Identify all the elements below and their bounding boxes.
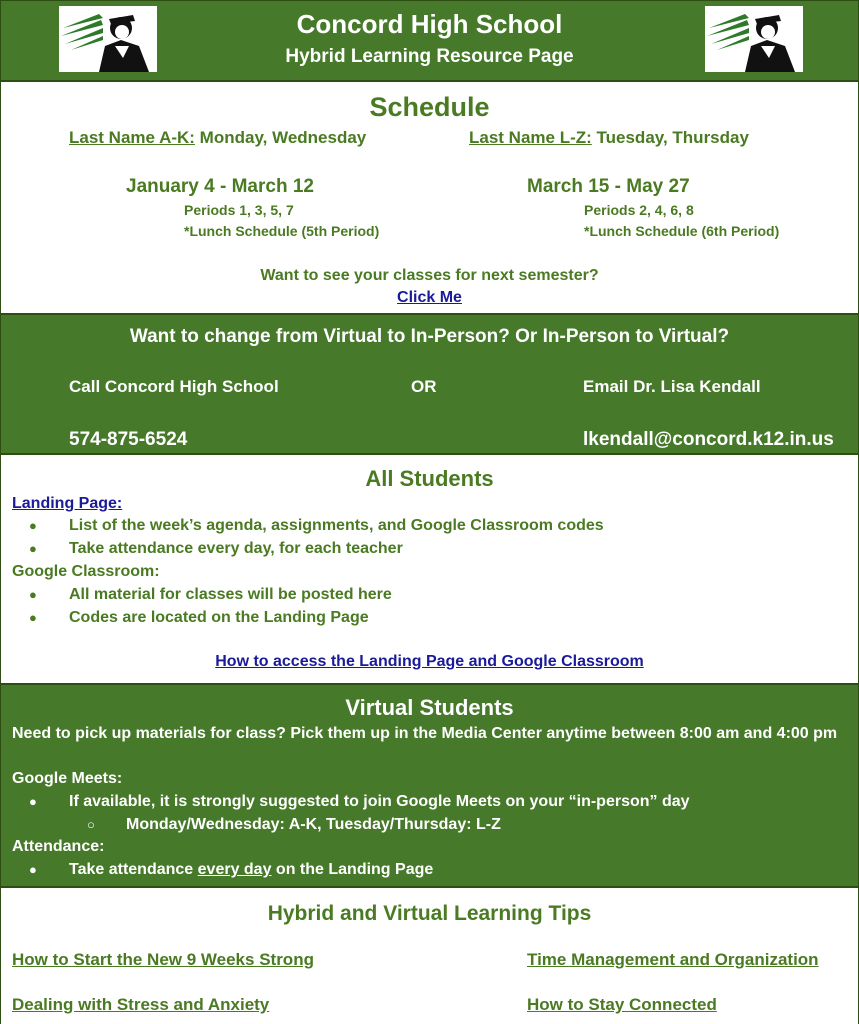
click-me-link[interactable]: Click Me: [397, 289, 462, 306]
meets-item-text: If available, it is strongly suggested to join Google Meets on your “in-person” day: [69, 793, 690, 810]
attendance-item-text: [69, 861, 433, 879]
term2-periods: Periods 2, 4, 6, 8: [584, 202, 694, 218]
access-link-wrap: [1, 653, 858, 671]
attendance-every-day: every day: [197, 861, 272, 878]
tips-heading: Hybrid and Virtual Learning Tips: [267, 902, 592, 925]
term1-periods: Periods 1, 3, 5, 7: [184, 202, 294, 218]
term1-lunch: *Lunch Schedule (5th Period): [184, 223, 380, 239]
google-classroom-label: Google Classroom:: [12, 563, 160, 580]
term1-dates: January 4 - March 12: [126, 176, 314, 197]
attendance-post: on the Landing Page: [271, 861, 434, 878]
virtual-heading: Virtual Students: [345, 695, 514, 720]
bullet-dot-icon: ●: [29, 518, 37, 533]
page-subtitle: Hybrid Learning Resource Page: [285, 46, 574, 67]
school-logo-right: [705, 6, 803, 72]
bullet-circle-icon: ○: [87, 817, 95, 832]
attendance-pre: Take attendance: [69, 861, 198, 878]
tip-link-start-strong[interactable]: How to Start the New 9 Weeks Strong: [12, 950, 314, 969]
bullet-dot-icon: ●: [29, 541, 37, 556]
or-text: OR: [411, 377, 437, 396]
attendance-label: Attendance:: [12, 838, 105, 855]
change-mode-section: [0, 314, 859, 454]
meets-subitem: [87, 816, 95, 834]
google-meets-label: Google Meets:: [12, 770, 123, 787]
group-lz-days: Tuesday, Thursday: [591, 128, 749, 147]
attendance-item: [29, 861, 37, 879]
schedule-heading: Schedule: [369, 92, 490, 122]
change-heading: Want to change from Virtual to In-Person? Or In-Person to Virtual?: [129, 326, 730, 347]
tip-link-time-management[interactable]: Time Management and Organization: [527, 950, 819, 969]
tips-section: [0, 887, 859, 1024]
all-students-section: [0, 454, 859, 684]
meets-subitem-text: Monday/Wednesday: A-K, Tuesday/Thursday: L-Z: [126, 816, 501, 833]
phone-number: 574-875-6524: [69, 429, 188, 450]
click-me-wrap: [1, 289, 858, 307]
email-label-text: Email Dr. Lisa Kendall: [583, 377, 761, 396]
meets-item: [29, 793, 37, 811]
email-address: lkendall@concord.k12.in.us: [583, 429, 834, 450]
landing-item-1: [29, 517, 37, 535]
group-lz: [469, 128, 749, 148]
bullet-dot-icon: ●: [29, 610, 37, 625]
group-ak: [69, 128, 366, 148]
classroom-item-2: [29, 609, 37, 627]
next-semester-text: Want to see your classes for next semester?: [260, 267, 599, 284]
classroom-item-2-text: Codes are located on the Landing Page: [69, 609, 369, 626]
classroom-item-1-text: All material for classes will be posted here: [69, 586, 392, 603]
landing-item-1-text: List of the week’s agenda, assignments, and Google Classroom codes: [69, 517, 604, 534]
group-ak-days: Monday, Wednesday: [194, 128, 367, 147]
pickup-text: Need to pick up materials for class? Pick them up in the Media Center anytime between 8:00 am and 4:00 pm: [12, 725, 838, 742]
bullet-dot-icon: ●: [29, 587, 37, 602]
call-school-text: Call Concord High School: [69, 377, 279, 396]
classroom-item-1: [29, 586, 37, 604]
landing-page-link[interactable]: Landing Page:: [12, 495, 123, 512]
landing-item-2: [29, 540, 37, 558]
virtual-students-section: [0, 684, 859, 887]
schedule-section: [0, 81, 859, 314]
access-landing-classroom-link[interactable]: How to access the Landing Page and Google Classroom: [215, 653, 644, 670]
term2-dates: March 15 - May 27: [527, 176, 690, 197]
bullet-dot-icon: ●: [29, 862, 37, 877]
school-title: Concord High School: [296, 9, 563, 39]
tip-link-stress-anxiety[interactable]: Dealing with Stress and Anxiety: [12, 995, 270, 1014]
landing-page-label-wrap: [12, 495, 122, 513]
term2-lunch: *Lunch Schedule (6th Period): [584, 223, 780, 239]
header-banner: [0, 0, 859, 81]
all-students-heading: All Students: [365, 466, 494, 491]
bullet-dot-icon: ●: [29, 794, 37, 809]
tip-link-stay-connected[interactable]: How to Stay Connected: [527, 995, 717, 1014]
group-lz-label: Last Name L-Z:: [469, 128, 592, 147]
group-ak-label: Last Name A-K:: [69, 128, 195, 147]
landing-item-2-text: Take attendance every day, for each teacher: [69, 540, 403, 557]
